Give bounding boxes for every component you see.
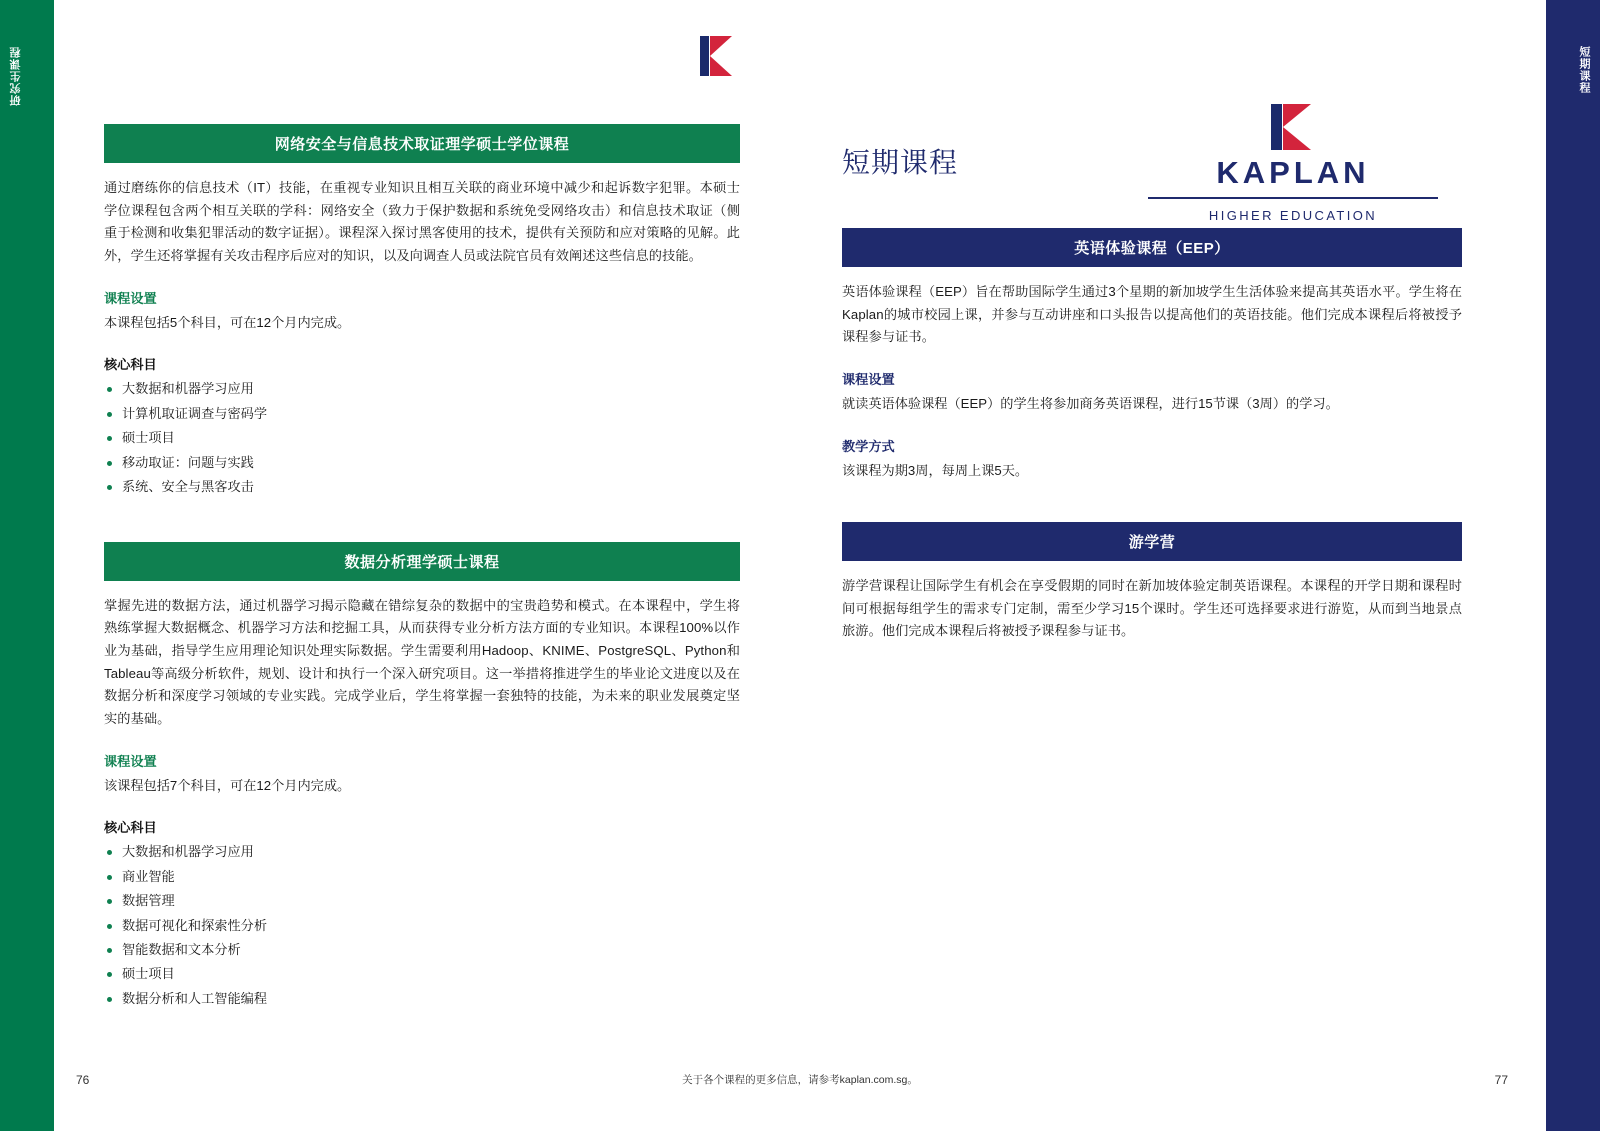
- list-item: 硕士项目: [104, 428, 740, 452]
- list-item: 数据可视化和探索性分析: [104, 916, 740, 940]
- section-title-banner: 数据分析理学硕士课程: [104, 542, 740, 581]
- list-item: 智能数据和文本分析: [104, 940, 740, 964]
- list-item: 系统、安全与黑客攻击: [104, 477, 740, 501]
- kaplan-k-icon: [700, 36, 736, 76]
- core-modules-list: [104, 379, 740, 501]
- page-title: 短期课程: [842, 146, 959, 178]
- core-modules-heading: 核心科目: [104, 820, 157, 836]
- kaplan-tagline-line1: HIGHER EDUCATION: [1208, 207, 1378, 223]
- section-spacer: [104, 502, 740, 542]
- page-number-right: 77: [1494, 1073, 1508, 1087]
- list-item: 移动取证：问题与实践: [104, 453, 740, 477]
- page-number-left: 76: [76, 1073, 90, 1087]
- right-edge-tab-label: 短期课程: [1578, 46, 1590, 94]
- teaching-mode-text: 该课程为期3周，每周上课5天。: [842, 462, 1029, 478]
- course-structure-heading: 课程设置: [104, 290, 157, 306]
- section-spacer: [842, 482, 1462, 522]
- section-intro-text: 游学营课程让国际学生有机会在享受假期的同时在新加坡体验定制英语课程。本课程的开学日期和课程时间可根据每组学生的需求专门定制，需至少学习15个课时。学生还可选择要求进行游览，从而到当地景点旅游。他们完成本课程后将被授予课程参与证书。: [842, 577, 1462, 639]
- course-structure-text: 本课程包括5个科目，可在12个月内完成。: [104, 314, 351, 330]
- section-intro-text: 掌握先进的数据方法，通过机器学习揭示隐藏在错综复杂的数据中的宝贵趋势和模式。在本课程中，学生将熟练掌握大数据概念、机器学习方法和挖掘工具，从而获得专业分析方法方面的专业知识。本课程100%以作业为基础，指导学生应用理论知识处理实际数据。学生需要利用Hadoop、KNIME、PostgreSQL、Python和Tableau等高级分析软件，规划、设计和执行一个深入研究项目。这一举措将推进学生的毕业论文进度以及在数据分析和深度学习领域的专业实践。完成学业后，学生将掌握一套独特的技能，为未来的职业发展奠定坚实的基础。: [104, 597, 740, 727]
- right-page: [800, 0, 1600, 1131]
- program-section-eep: [842, 228, 1462, 482]
- kaplan-k-icon: [1271, 104, 1315, 150]
- left-page-content: [104, 124, 740, 1013]
- section-title-banner: 英语体验课程（EEP）: [842, 228, 1462, 267]
- divider: [1148, 197, 1438, 199]
- course-structure-text: 就读英语体验课程（EEP）的学生将参加商务英语课程，进行15节课（3周）的学习。: [842, 396, 1339, 412]
- section-intro-text: 英语体验课程（EEP）旨在帮助国际学生通过3个星期的新加坡学生生活体验来提高其英语水平。学生将在Kaplan的城市校园上课，并参与互动讲座和口头报告以提高他们的英语技能。他们完成本课程后将被授予课程参与证书。: [842, 284, 1462, 345]
- kaplan-wordmark: KAPLAN: [1216, 155, 1370, 190]
- list-item: 大数据和机器学习应用: [104, 379, 740, 403]
- list-item: 计算机取证调查与密码学: [104, 404, 740, 428]
- core-modules-list: [104, 842, 740, 1013]
- list-item: 大数据和机器学习应用: [104, 842, 740, 866]
- course-structure-heading: 课程设置: [104, 753, 157, 769]
- footer-note: 关于各个课程的更多信息，请参考kaplan.com.sg。: [682, 1074, 918, 1086]
- core-modules-heading: 核心科目: [104, 357, 157, 373]
- program-section-cybersecurity: [104, 124, 740, 502]
- program-section-study-camp: [842, 522, 1462, 643]
- program-section-data-analytics: [104, 542, 740, 1014]
- course-structure-heading: 课程设置: [842, 372, 895, 388]
- list-item: 商业智能: [104, 867, 740, 891]
- left-edge-tab: [0, 0, 54, 1131]
- right-edge-tab: [1546, 0, 1600, 1131]
- right-page-content: [842, 228, 1462, 643]
- list-item: 硕士项目: [104, 964, 740, 988]
- list-item: 数据分析和人工智能编程: [104, 989, 740, 1013]
- section-intro-text: 通过磨练你的信息技术（IT）技能，在重视专业知识且相互关联的商业环境中减少和起诉数字犯罪。本硕士学位课程包含两个相互关联的学科：网络安全（致力于保护数据和系统免受网络攻击）和信息技术取证（侧重于检测和收集犯罪活动的数字证据）。课程深入探讨黑客使用的技术，提供有关预防和应对策略的见解。此外，学生还将掌握有关攻击程序后应对的知识，以及向调查人员或法院官员有效阐述这些信息的技能。: [104, 180, 740, 264]
- teaching-mode-heading: 教学方式: [842, 438, 895, 454]
- course-structure-text: 该课程包括7个科目，可在12个月内完成。: [104, 777, 351, 793]
- section-title-banner: 网络安全与信息技术取证理学硕士学位课程: [104, 124, 740, 163]
- list-item: 数据管理: [104, 891, 740, 915]
- section-title-banner: 游学营: [842, 522, 1462, 561]
- kaplan-logo-lockup: [1118, 104, 1468, 245]
- left-edge-tab-label: 研究生课程: [10, 46, 22, 106]
